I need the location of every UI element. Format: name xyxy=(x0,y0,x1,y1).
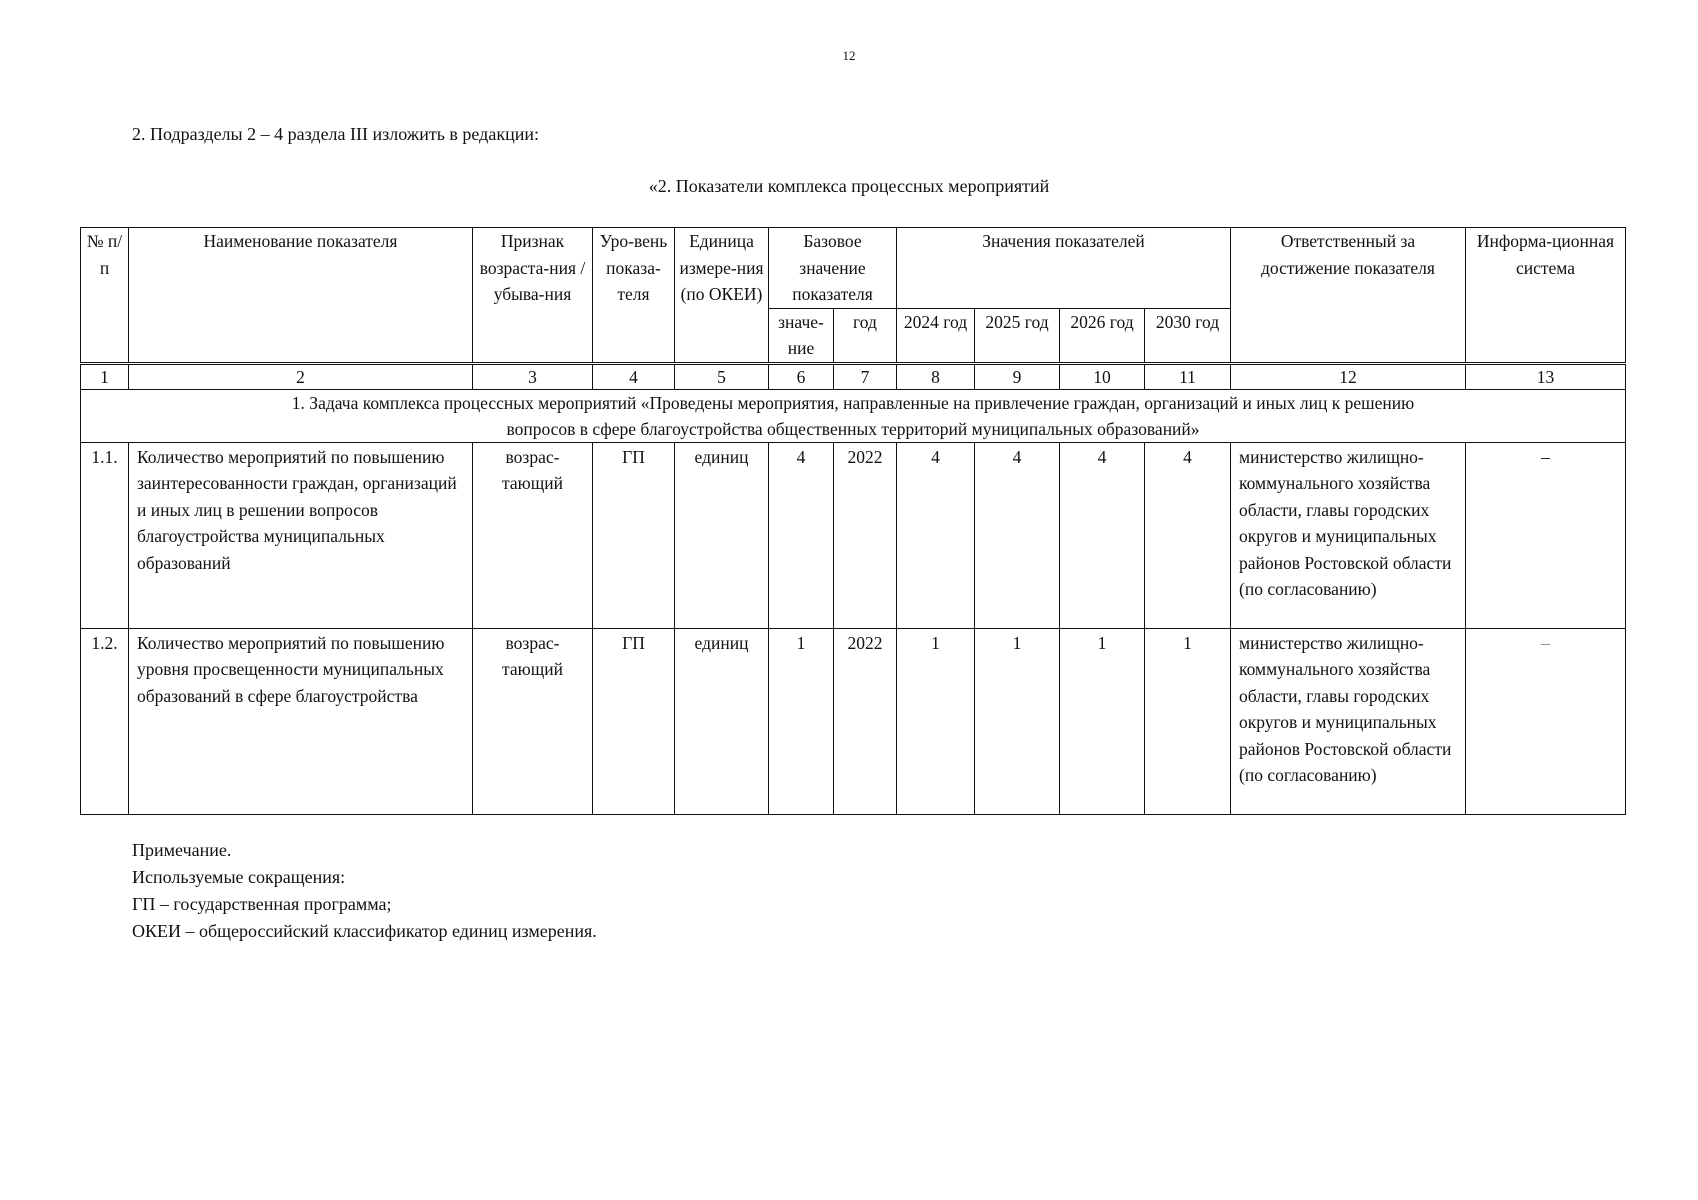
column-number: 9 xyxy=(975,363,1060,389)
column-number: 12 xyxy=(1231,363,1466,389)
row-name: Количество мероприятий по повышению уровня просвещенности муниципальных образований в сфере благоустройства xyxy=(129,628,473,814)
row-base-value: 1 xyxy=(769,628,834,814)
header-num: № п/п xyxy=(81,228,129,364)
header-year-2025: 2025 год xyxy=(975,308,1060,363)
column-number: 2 xyxy=(129,363,473,389)
row-responsible: министерство жилищно-коммунального хозяйства области, главы городских округов и муниципальных районов Ростовской области (по согласованию) xyxy=(1231,442,1466,628)
section-title: «2. Показатели комплекса процессных мероприятий xyxy=(648,176,1050,196)
header-trend: Признак возраста-ния / убыва-ния xyxy=(473,228,593,364)
row-responsible: министерство жилищно-коммунального хозяйства области, главы городских округов и муниципальных районов Ростовской области (по согласованию) xyxy=(1231,628,1466,814)
task-row xyxy=(81,389,1626,442)
row-level: ГП xyxy=(593,628,675,814)
header-row-1 xyxy=(81,228,1626,309)
row-unit: единиц xyxy=(675,442,769,628)
row-level: ГП xyxy=(593,442,675,628)
header-level: Уро-вень показа-теля xyxy=(593,228,675,364)
header-year-2026: 2026 год xyxy=(1060,308,1145,363)
column-number: 6 xyxy=(769,363,834,389)
header-base-year: год xyxy=(834,308,897,363)
row-value-2025: 4 xyxy=(975,442,1060,628)
row-name: Количество мероприятий по повышению заинтересованности граждан, организаций и иных лиц в решении вопросов благоустройства муниципальных образований xyxy=(129,442,473,628)
header-name: Наименование показателя xyxy=(129,228,473,364)
row-base-year: 2022 xyxy=(834,628,897,814)
column-number: 3 xyxy=(473,363,593,389)
indicators-table xyxy=(80,227,1626,815)
row-num: 1.1. xyxy=(81,442,129,628)
row-trend: возрас-тающий xyxy=(473,442,593,628)
column-number: 13 xyxy=(1466,363,1626,389)
row-value-2025: 1 xyxy=(975,628,1060,814)
row-info-system: – xyxy=(1466,442,1626,628)
notes-title: Примечание. xyxy=(132,840,232,860)
row-value-2024: 1 xyxy=(897,628,975,814)
header-year-2030: 2030 год xyxy=(1145,308,1231,363)
row-num: 1.2. xyxy=(81,628,129,814)
row-value-2030: 1 xyxy=(1145,628,1231,814)
table-row xyxy=(81,628,1626,814)
header-responsible: Ответственный за достижение показателя xyxy=(1231,228,1466,364)
header-info-system: Информа-ционная система xyxy=(1466,228,1626,364)
row-trend: возрас-тающий xyxy=(473,628,593,814)
row-value-2024: 4 xyxy=(897,442,975,628)
notes-subtitle: Используемые сокращения: xyxy=(132,867,346,887)
column-number: 8 xyxy=(897,363,975,389)
task-title: 1. Задача комплекса процессных мероприятий «Проведены мероприятия, направленные на привлечение граждан, организаций и иных лиц к решению вопросов в сфере благоустройства общественных территорий муниципальных образований» xyxy=(81,389,1626,442)
column-number: 7 xyxy=(834,363,897,389)
row-info-system: – xyxy=(1466,628,1626,814)
header-base: Базовое значение показателя xyxy=(769,228,897,309)
header-year-2024: 2024 год xyxy=(897,308,975,363)
notes-item: ГП – государственная программа; xyxy=(132,894,392,914)
column-number: 10 xyxy=(1060,363,1145,389)
row-base-value: 4 xyxy=(769,442,834,628)
column-number: 5 xyxy=(675,363,769,389)
row-value-2026: 4 xyxy=(1060,442,1145,628)
column-number: 1 xyxy=(81,363,129,389)
column-number: 11 xyxy=(1145,363,1231,389)
table-row xyxy=(81,442,1626,628)
page-number: 12 xyxy=(842,48,856,63)
row-value-2030: 4 xyxy=(1145,442,1231,628)
row-base-year: 2022 xyxy=(834,442,897,628)
header-unit: Единица измере-ния (по ОКЕИ) xyxy=(675,228,769,364)
notes-item: ОКЕИ – общероссийский классификатор единиц измерения. xyxy=(132,921,597,941)
intro-paragraph: 2. Подразделы 2 – 4 раздела III изложить в редакции: xyxy=(132,124,539,144)
header-base-value: значе-ние xyxy=(769,308,834,363)
row-value-2026: 1 xyxy=(1060,628,1145,814)
row-unit: единиц xyxy=(675,628,769,814)
header-values: Значения показателей xyxy=(897,228,1231,309)
column-number: 4 xyxy=(593,363,675,389)
notes-block xyxy=(132,837,597,945)
column-numbers-row xyxy=(81,363,1626,389)
